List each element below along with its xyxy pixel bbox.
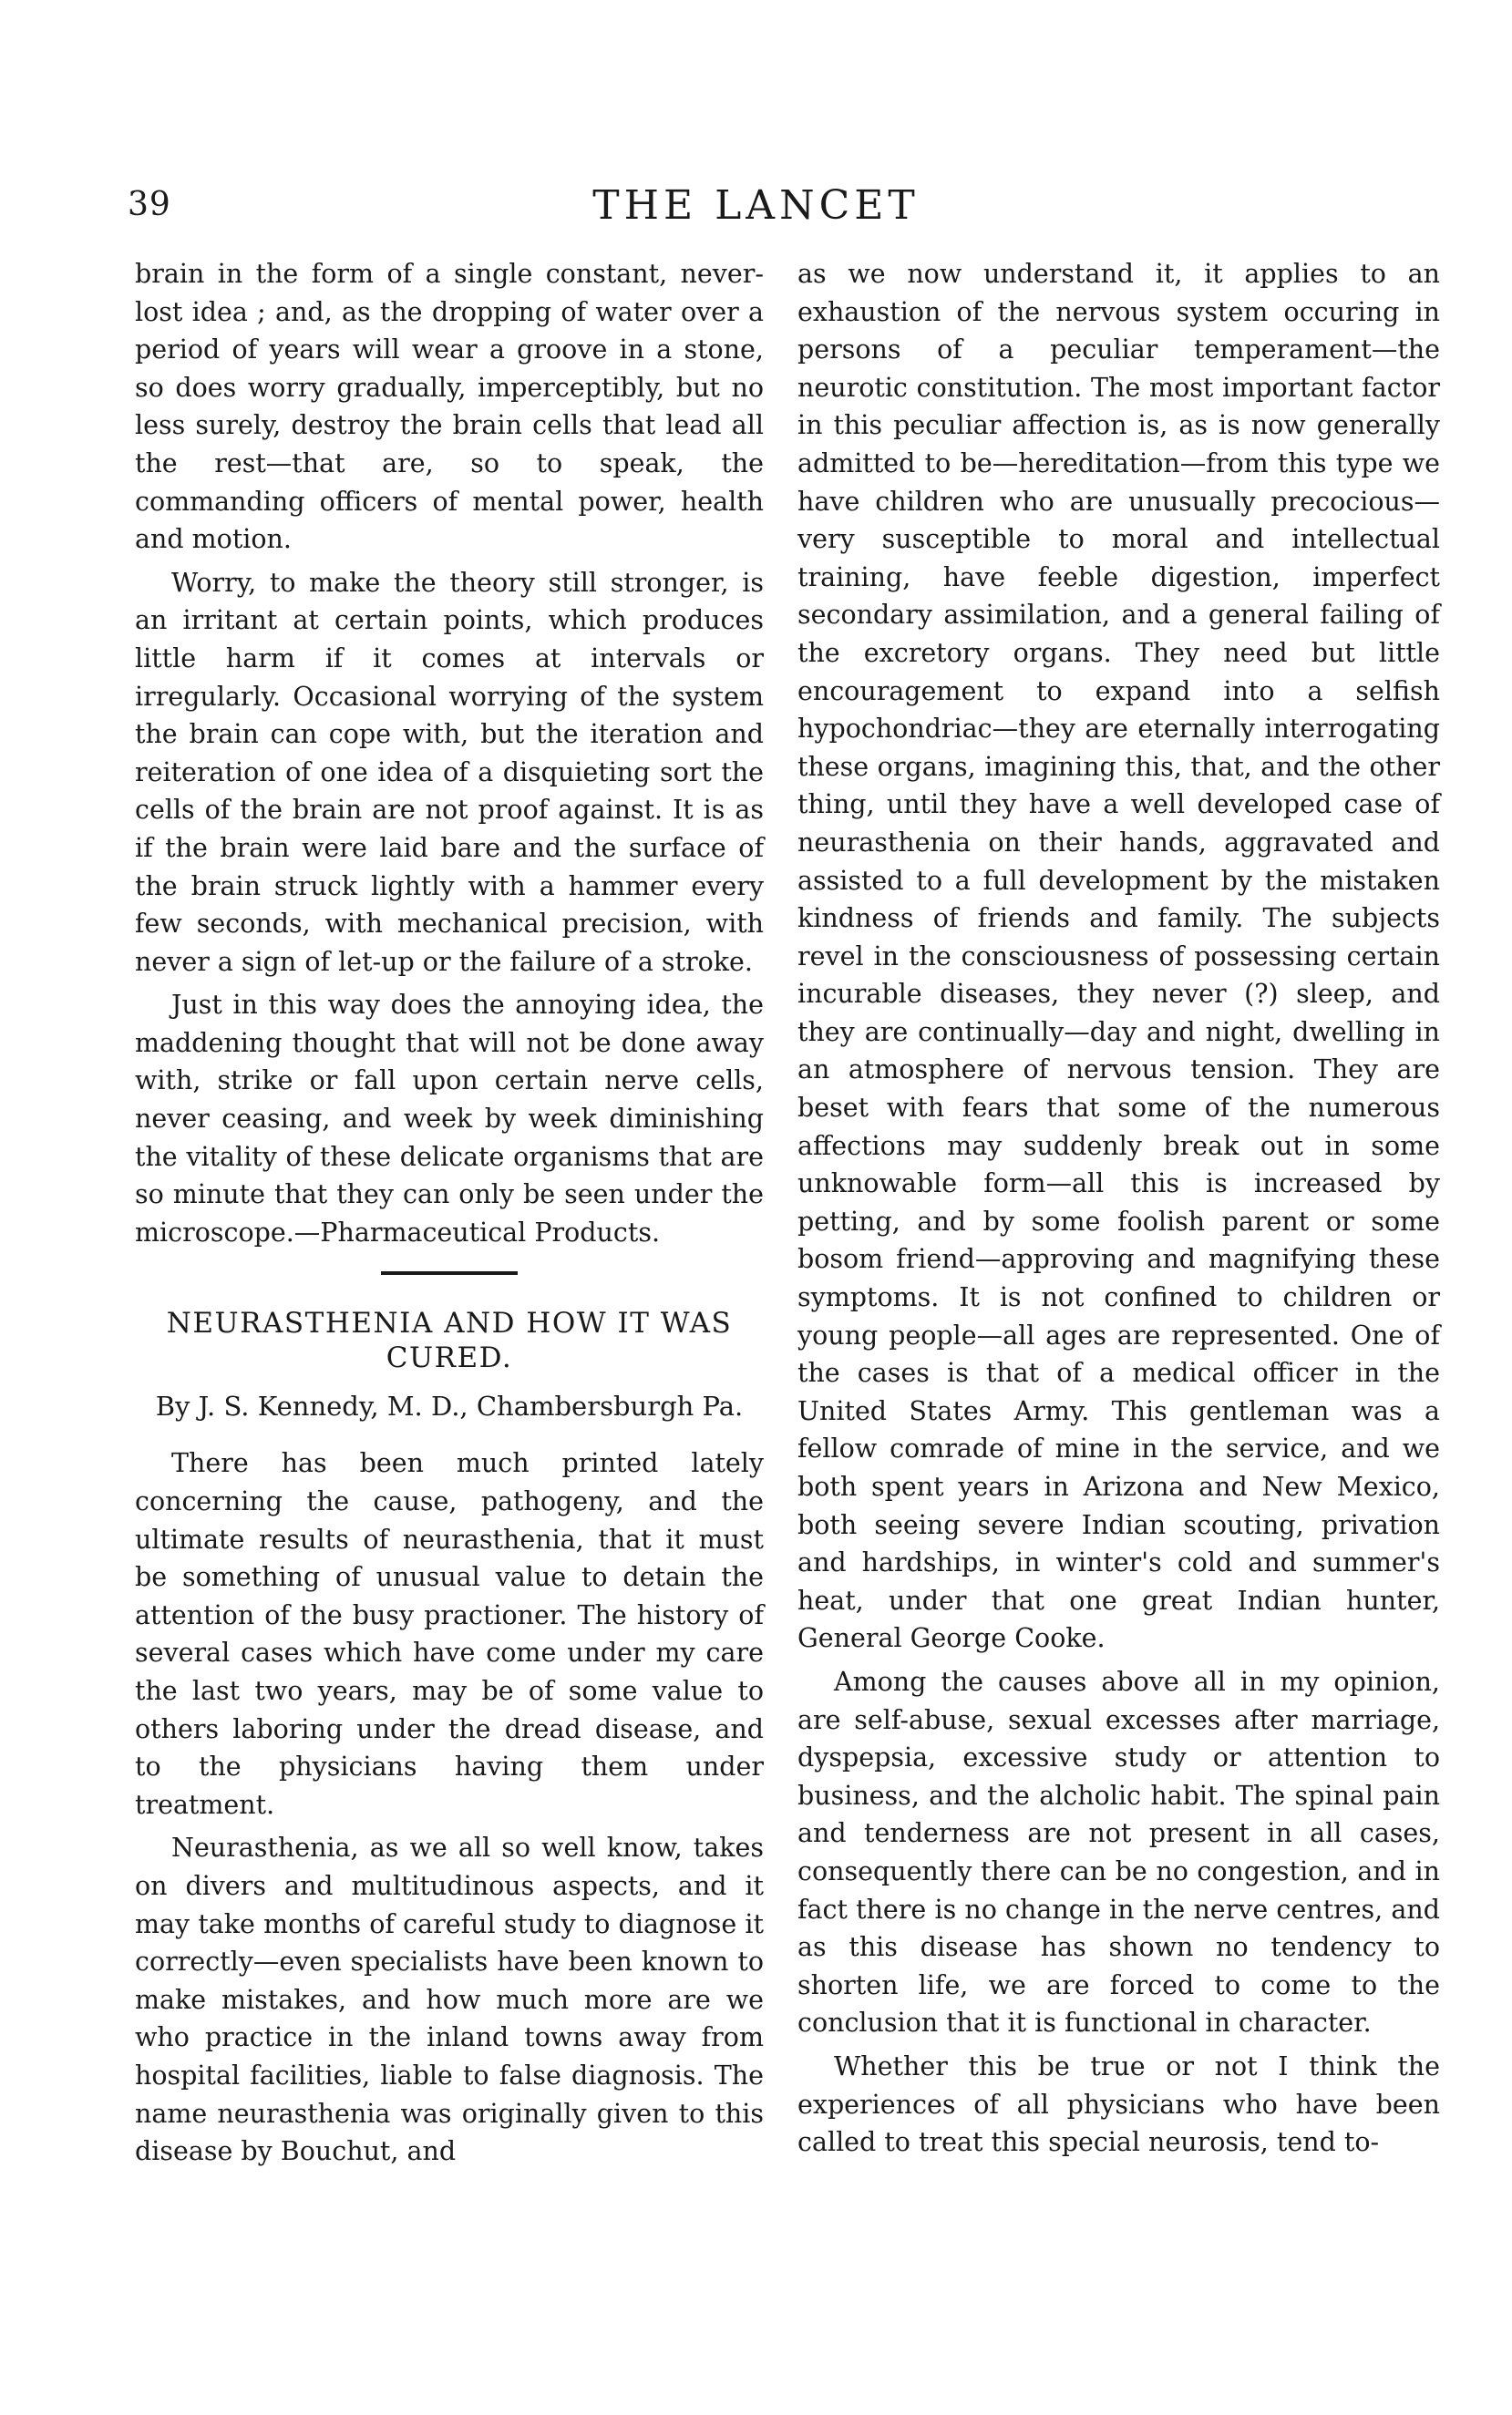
- article-title: NEURASTHENIA AND HOW IT WAS CURED.: [166, 1307, 733, 1375]
- right-column: [797, 255, 1440, 2167]
- article-byline: By J. S. Kennedy, M. D., Chambersburgh Pa.: [155, 1391, 744, 1423]
- paragraph: Neurasthenia, as we all so well know, takes on divers and multitudinous aspects, and it may take months of careful study to diagnose it correctly—even specialists have been known to make mistakes, and how much more are we who practice in the inland towns away from hospital facilities, liable to false diagnosis. The name neurasthenia was originally given to this disease by Bouchut, and: [135, 1833, 764, 2167]
- paragraph: Worry, to make the theory still stronger, is an irritant at certain points, which produces little harm if it comes at intervals or irregularly. Occasional worrying of the system the brain can cope with, but the iteration and reiteration of one idea of a disquieting sort the cells of the brain are not proof against. It is as if the brain were laid bare and the surface of the brain struck lightly with a hammer every few seconds, with mechanical precision, with never a sign of let-up or the failure of a stroke.: [135, 567, 764, 977]
- paragraph: Just in this way does the annoying idea, the maddening thought that will not be done away with, strike or fall upon certain nerve cells, never ceasing, and week by week diminishing the vitality of these delicate organisms that are so minute that they can only be seen under the microscope.—Pharmaceutical Products.: [135, 990, 764, 1248]
- paragraph: There has been much printed lately concerning the cause, pathogeny, and the ultimate results of neurasthenia, that it must be something of unusual value to detain the attention of the busy practioner. The history of several cases which have come under my care the last two years, may be of some value to others laboring under the dread disease, and to the physicians having them under treatment.: [135, 1448, 764, 1820]
- running-title: THE LANCET: [592, 182, 920, 229]
- paragraph-continued: as we now understand it, it applies to an exhaustion of the nervous system occuring in persons of a peculiar temperament—the neurotic constitution. The most important factor in this peculiar affection is, as is now generally admitted to be—hereditation—from this type we have children who are unusually precocious—very susceptible to moral and intellectual training, have feeble digestion, imperfect secondary assimilation, and a general failing of the excretory organs. They need but little encouragement to expand into a selfish hypochondriac—they are eternally interrogating these organs, imagining this, that, and the other thing, until they have a well developed case of neurasthenia on their hands, aggravated and assisted to a full development by the mistaken kindness of friends and family. The subjects revel in the consciousness of possessing certain incurable diseases, they never (?) sleep, and they are continually—day and night, dwelling in an atmosphere of nervous tension. They are beset with fears that some of the numerous affections may suddenly break out in some unknowable form—all this is increased by petting, and by some foolish parent or some bosom friend—approving and magnifying these symptoms. It is not confined to children or young people—all ages are represented. One of the cases is that of a medical officer in the United States Army. This gentleman was a fellow comrade of mine in the service, and we both spent years in Arizona and New Mexico, both seeing severe Indian scouting, privation and hardships, in winter's cold and summer's heat, under that one great Indian hunter, General George Cooke.: [797, 259, 1440, 1654]
- paragraph: Among the causes above all in my opinion, are self-abuse, sexual excesses after marriage, dyspepsia, excessive study or attention to business, and the alcholic habit. The spinal pain and tenderness are not present in all cases, consequently there can be no congestion, and in fact there is no change in the nerve centres, and as this disease has shown no tendency to shorten life, we are forced to come to the conclusion that it is functional in character.: [797, 1666, 1440, 2039]
- paragraph: Whether this be true or not I think the experiences of all physicians who have been called to treat this special neurosis, tend to-: [797, 2050, 1440, 2158]
- page-header: [0, 182, 1512, 237]
- paragraph-continued: brain in the form of a single constant, never-lost idea ; and, as the dropping of water over a period of years will wear a groove in a stone, so does worry gradually, imperceptibly, but no less surely, destroy the brain cells that lead all the rest—that are, so to speak, the commanding officers of mental power, health and motion.: [135, 259, 764, 555]
- section-divider: [381, 1271, 518, 1275]
- left-column: [135, 255, 764, 2176]
- page-number: 39: [128, 186, 171, 223]
